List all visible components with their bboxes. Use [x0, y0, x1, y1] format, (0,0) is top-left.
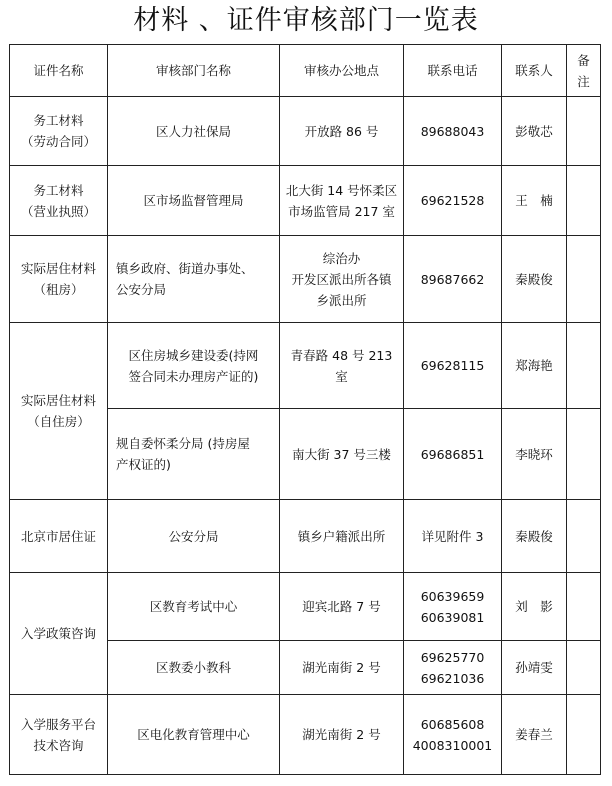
cert-cell: 实际居住材料 （自住房） — [10, 323, 108, 500]
cert-cell: 入学政策咨询 — [10, 573, 108, 695]
table-row — [10, 323, 601, 409]
note-cell — [567, 641, 601, 695]
contact-cell: 郑海艳 — [502, 323, 567, 409]
addr-cell: 迎宾北路 7 号 — [280, 573, 404, 641]
phone-cell: 69628115 — [404, 323, 502, 409]
note-cell — [567, 409, 601, 500]
page-title: 材料 、证件审核部门一览表 — [133, 5, 479, 36]
phone-cell: 69621528 — [404, 166, 502, 236]
note-cell — [567, 323, 601, 409]
contact-cell: 孙靖雯 — [502, 641, 567, 695]
addr-cell: 青春路 48 号 213 室 — [280, 323, 404, 409]
note-cell — [567, 573, 601, 641]
table-row — [10, 236, 601, 323]
phone-cell: 89687662 — [404, 236, 502, 323]
cert-cell: 务工材料 （营业执照） — [10, 166, 108, 236]
header-phone: 联系电话 — [404, 45, 502, 97]
audit-departments-table — [9, 44, 601, 775]
cert-cell: 入学服务平台 技术咨询 — [10, 695, 108, 775]
header-contact: 联系人 — [502, 45, 567, 97]
phone-cell: 69625770 69621036 — [404, 641, 502, 695]
addr-cell: 湖光南街 2 号 — [280, 695, 404, 775]
table-row — [10, 695, 601, 775]
contact-cell: 秦殿俊 — [502, 236, 567, 323]
note-cell — [567, 695, 601, 775]
contact-cell: 秦殿俊 — [502, 500, 567, 573]
cert-cell: 务工材料 （劳动合同） — [10, 97, 108, 166]
cert-cell: 实际居住材料 （租房） — [10, 236, 108, 323]
note-cell — [567, 97, 601, 166]
contact-cell: 王 楠 — [502, 166, 567, 236]
contact-cell: 李晓环 — [502, 409, 567, 500]
contact-cell: 姜春兰 — [502, 695, 567, 775]
phone-cell: 69686851 — [404, 409, 502, 500]
table-row — [10, 573, 601, 641]
cert-cell: 北京市居住证 — [10, 500, 108, 573]
note-cell — [567, 500, 601, 573]
addr-cell: 南大街 37 号三楼 — [280, 409, 404, 500]
dept-cell: 区市场监督管理局 — [108, 166, 280, 236]
dept-cell: 区电化教育管理中心 — [108, 695, 280, 775]
contact-cell: 刘 影 — [502, 573, 567, 641]
dept-cell: 区教育考试中心 — [108, 573, 280, 641]
table-row — [10, 166, 601, 236]
dept-cell: 规自委怀柔分局 (持房屋 产权证的) — [108, 409, 280, 500]
phone-cell: 详见附件 3 — [404, 500, 502, 573]
dept-cell: 区住房城乡建设委(持网 签合同未办理房产证的) — [108, 323, 280, 409]
header-cert: 证件名称 — [10, 45, 108, 97]
table-row — [10, 500, 601, 573]
note-cell — [567, 236, 601, 323]
header-note: 备 注 — [567, 45, 601, 97]
table-header-row — [10, 45, 601, 97]
addr-cell: 北大街 14 号怀柔区 市场监管局 217 室 — [280, 166, 404, 236]
addr-cell: 镇乡户籍派出所 — [280, 500, 404, 573]
dept-cell: 镇乡政府、街道办事处、 公安分局 — [108, 236, 280, 323]
header-dept: 审核部门名称 — [108, 45, 280, 97]
dept-cell: 区人力社保局 — [108, 97, 280, 166]
note-cell — [567, 166, 601, 236]
dept-cell: 区教委小教科 — [108, 641, 280, 695]
addr-cell: 综治办 开发区派出所各镇 乡派出所 — [280, 236, 404, 323]
phone-cell: 60685608 4008310001 — [404, 695, 502, 775]
addr-cell: 开放路 86 号 — [280, 97, 404, 166]
contact-cell: 彭敬芯 — [502, 97, 567, 166]
table-row — [10, 97, 601, 166]
phone-cell: 60639659 60639081 — [404, 573, 502, 641]
header-addr: 审核办公地点 — [280, 45, 404, 97]
dept-cell: 公安分局 — [108, 500, 280, 573]
addr-cell: 湖光南街 2 号 — [280, 641, 404, 695]
phone-cell: 89688043 — [404, 97, 502, 166]
